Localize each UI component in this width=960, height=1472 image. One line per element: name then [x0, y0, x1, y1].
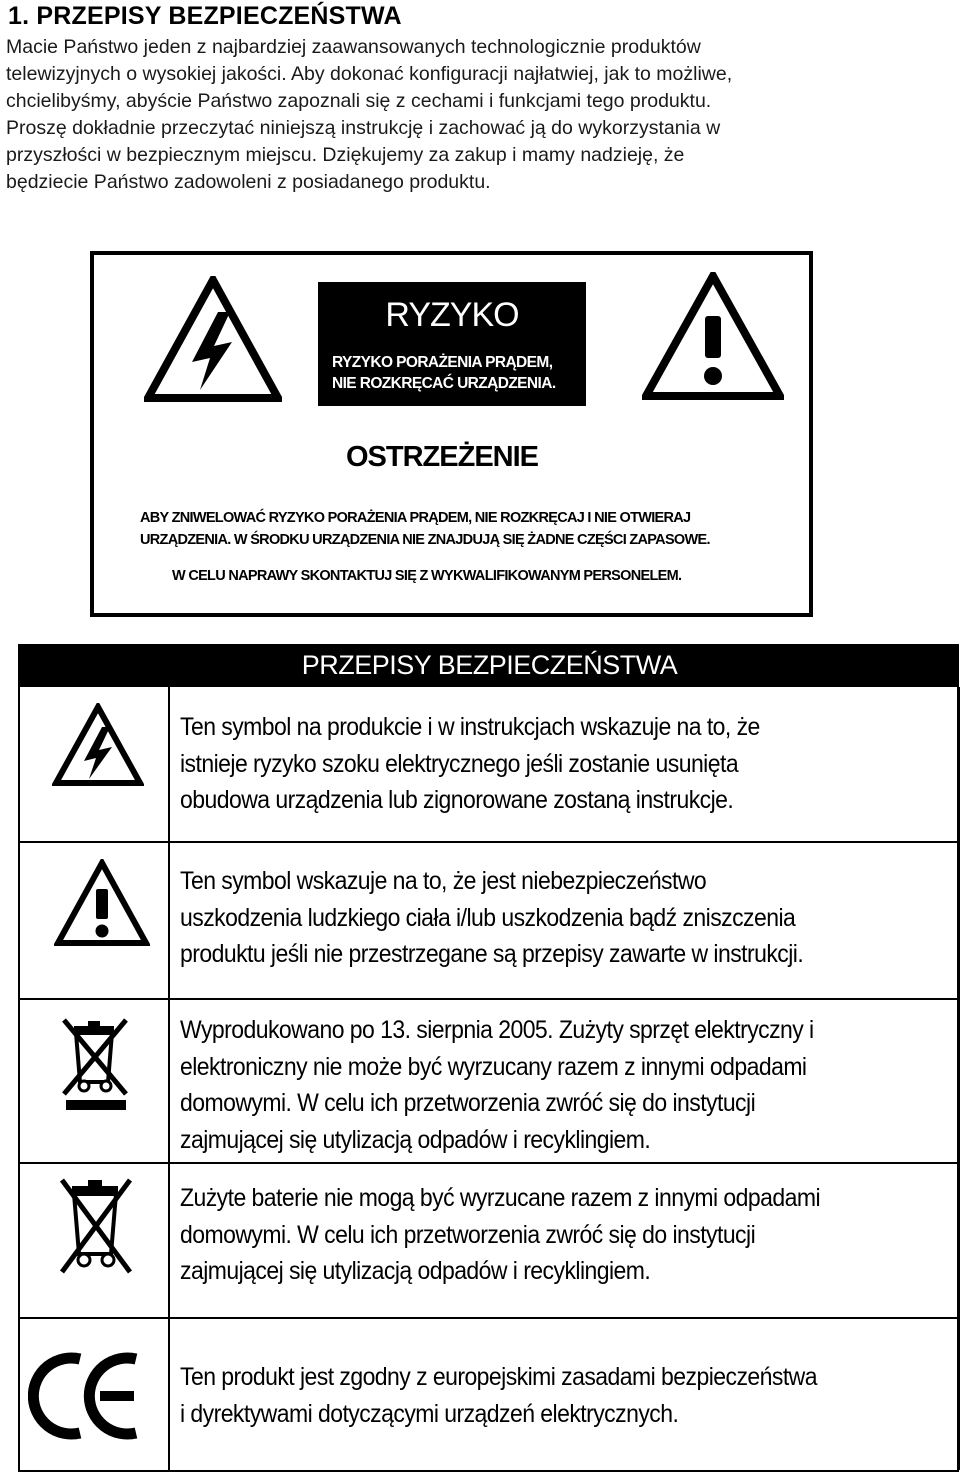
intro-line: Proszę dokładnie przeczytać niniejszą instrukcję i zachować ją do wykorzystania w — [6, 117, 721, 139]
rule-text — [180, 1180, 939, 1290]
rule-text-line: domowymi. W celu ich przetworzenia zwróć się do instytucji — [180, 1220, 756, 1249]
icon-cell — [20, 1162, 170, 1317]
rule-text-line: zajmującej się utylizacją odpadów i recyklingiem. — [180, 1257, 651, 1285]
intro-line: przyszłości w bezpiecznym miejscu. Dziękujemy za zakup i mamy nadzieję, że — [6, 144, 685, 166]
intro-paragraph — [6, 34, 946, 196]
risk-panel — [318, 282, 586, 406]
ce-mark-icon — [28, 1351, 148, 1441]
rule-text — [180, 1359, 939, 1432]
rule-text-line: obudowa urządzenia lub zignorowane zostaną instrukcje. — [180, 786, 734, 814]
rule-text-line: Ten produkt jest zgodny z europejskimi zasadami bezpieczeństwa — [180, 1363, 817, 1391]
crossed-bin-bar-icon — [60, 1016, 132, 1114]
icon-cell — [20, 1317, 170, 1470]
rule-text-line: i dyrektywami dotyczącymi urządzeń elektrycznych. — [180, 1399, 679, 1428]
intro-line: chcielibyśmy, abyście Państwo zapoznali się z cechami i funkcjami tego produktu. — [6, 90, 712, 112]
exclamation-triangle-icon — [642, 272, 784, 400]
rule-text-line: Ten symbol na produkcie i w instrukcjach wskazuje na to, że — [180, 713, 760, 741]
risk-title: RYZYKO — [385, 296, 519, 334]
table-row — [20, 687, 959, 843]
rules-table-header: PRZEPISY BEZPIECZEŃSTWA — [20, 644, 959, 687]
table-row — [20, 998, 959, 1164]
warning-text-line: ABY ZNIWELOWAĆ RYZYKO PORAŻENIA PRĄDEM, NIE ROZKRĘCAJ I NIE OTWIERAJ — [140, 510, 691, 526]
warning-text-line: URZĄDZENIA. W ŚRODKU URZĄDZENIA NIE ZNAJDUJĄ SIĘ ŻADNE CZĘŚCI ZAPASOWE. — [140, 532, 710, 548]
rule-text-line: Zużyte baterie nie mogą być wyrzucane razem z innymi odpadami — [180, 1184, 821, 1212]
rule-text-line: elektroniczny nie może być wyrzucany razem z innymi odpadami — [180, 1052, 807, 1081]
risk-line: RYZYKO PORAŻENIA PRĄDEM, — [332, 354, 553, 371]
intro-line: będziecie Państwo zadowoleni z posiadanego produktu. — [6, 171, 491, 193]
crossed-bin-icon — [58, 1176, 134, 1280]
rule-text — [180, 863, 939, 973]
electric-shock-triangle-icon — [144, 276, 282, 402]
rule-text-line: zajmującej się utylizacją odpadów i recyklingiem. — [180, 1125, 651, 1154]
rule-text-line: uszkodzenia ludzkiego ciała i/lub uszkodzenia bądź zniszczenia — [180, 903, 796, 932]
page-heading: 1. PRZEPISY BEZPIECZEŃSTWA — [8, 2, 402, 30]
intro-line: telewizyjnych o wysokiej jakości. Aby dokonać konfiguracji najłatwiej, jak to możliwe, — [6, 63, 733, 85]
electric-shock-triangle-icon — [52, 703, 144, 787]
rule-text-line: domowymi. W celu ich przetworzenia zwróć się do instytucji — [180, 1089, 756, 1117]
rule-text-line: Ten symbol wskazuje na to, że jest niebezpieczeństwo — [180, 867, 707, 895]
icon-cell — [20, 687, 170, 841]
warning-text-line: W CELU NAPRAWY SKONTAKTUJ SIĘ Z WYKWALIFIKOWANYM PERSONELEM. — [172, 568, 682, 584]
rule-text — [180, 709, 939, 819]
rule-text-line: produktu jeśli nie przestrzegane są przepisy zawarte w instrukcji. — [180, 940, 804, 968]
risk-line: NIE ROZKRĘCAĆ URZĄDZENIA. — [332, 375, 556, 392]
table-row — [20, 841, 959, 1000]
icon-cell — [20, 841, 170, 998]
rule-text-line: istnieje ryzyko szoku elektrycznego jeśli zostanie usunięta — [180, 749, 739, 778]
exclamation-triangle-icon — [54, 859, 150, 947]
risk-text — [332, 352, 584, 394]
table-row — [20, 1317, 959, 1472]
icon-cell — [20, 998, 170, 1162]
warning-title: OSTRZEŻENIE — [346, 441, 539, 473]
safety-rules-table — [18, 644, 959, 1472]
table-row — [20, 1162, 959, 1319]
intro-line: Macie Państwo jeden z najbardziej zaawansowanych technologicznie produktów — [6, 36, 701, 58]
rule-text-line: Wyprodukowano po 13. sierpnia 2005. Zużyty sprzęt elektryczny i — [180, 1016, 814, 1044]
rule-text — [180, 1012, 939, 1158]
